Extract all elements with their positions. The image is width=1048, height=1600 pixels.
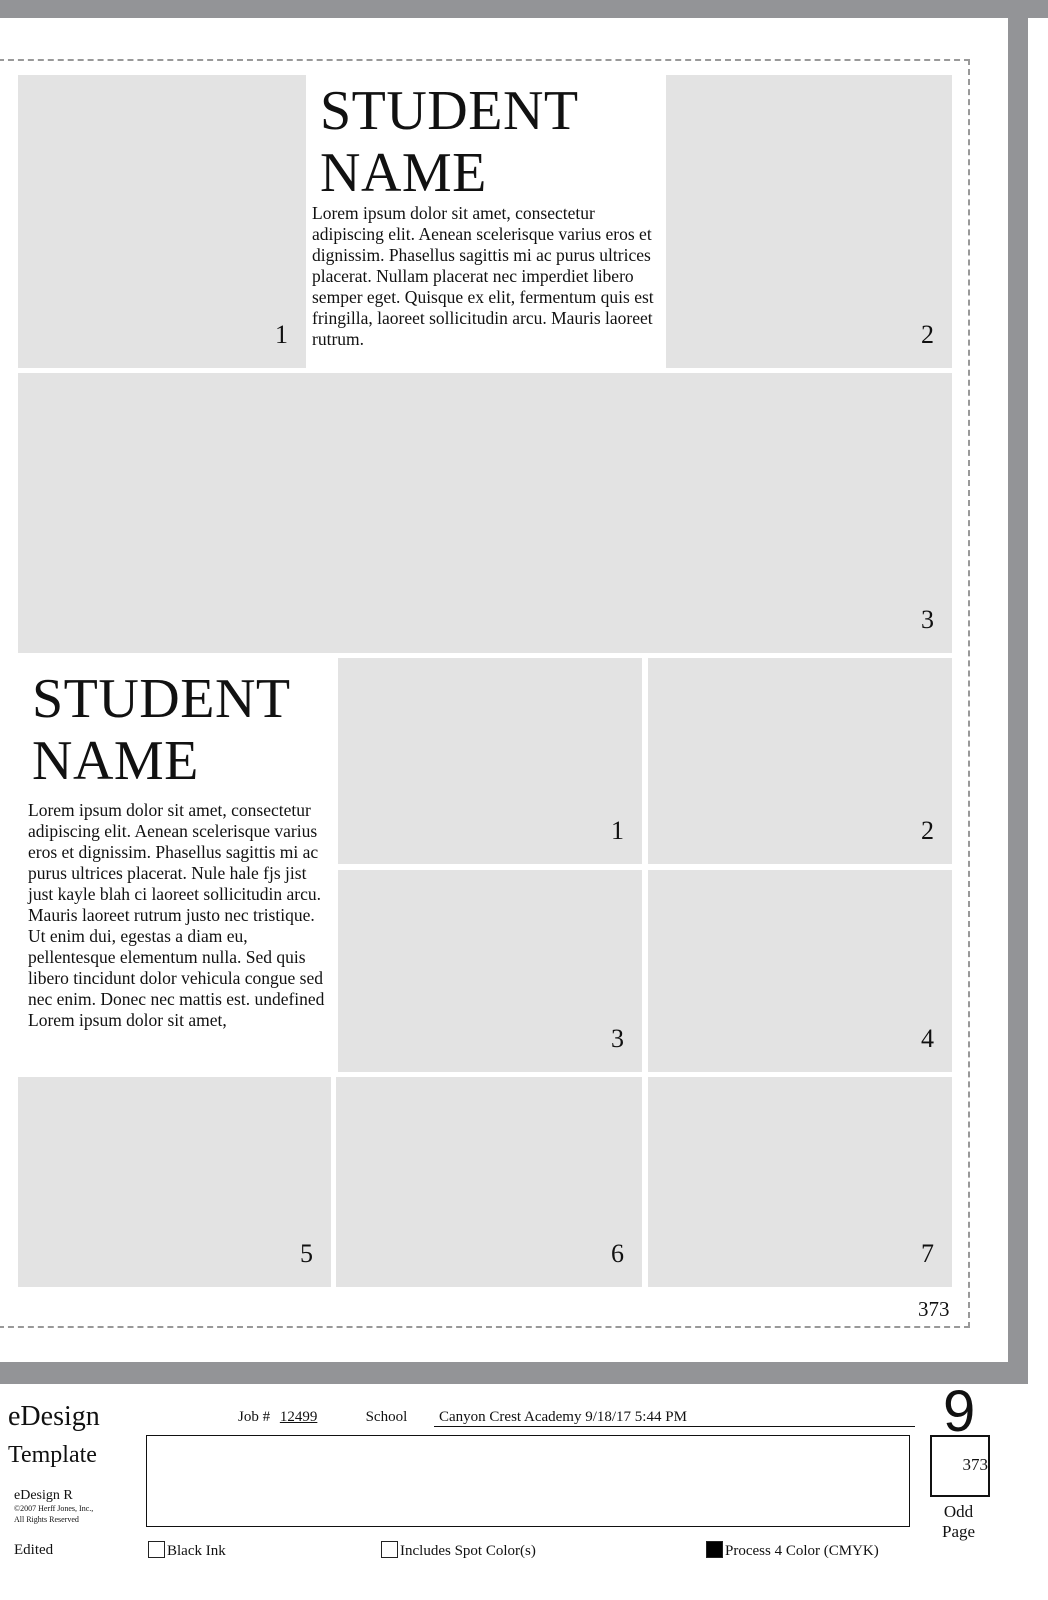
- photo-placeholder[interactable]: [648, 658, 952, 864]
- page-number-box: [930, 1435, 990, 1497]
- option-label: Black Ink: [167, 1543, 226, 1559]
- checkbox-checked[interactable]: [706, 1541, 723, 1558]
- page-side: [942, 1502, 975, 1542]
- brand: eDesign: [8, 1401, 100, 1432]
- option-cmyk[interactable]: [706, 1541, 879, 1560]
- photo-placeholder[interactable]: [338, 870, 642, 1072]
- photo-number: 6: [611, 1239, 624, 1268]
- photo-placeholder[interactable]: [648, 870, 952, 1072]
- rights: All Rights Reserved: [14, 1515, 79, 1524]
- option-label: Process 4 Color (CMYK): [725, 1543, 879, 1559]
- body-text[interactable]: Lorem ipsum dolor sit amet, consectetur adipiscing elit. Aenean scelerisque varius eros et dignissim. Phasellus sagittis mi ac purus ultrices placerat. Nule hale fjs jist just kayle blah ci laoreet sollicitudin arcu. Mauris laoreet rutrum justo nec tristique. Ut enim dui, egestas a diam eu, pellentesque elementum nulla. Sed quis libero tincidunt dolor vehicula congue sed nec enim. Donec nec mattis est. undefined Lorem ipsum dolor sit amet,: [28, 800, 325, 1030]
- title-line: STUDENT: [320, 80, 579, 142]
- photo-number: 3: [921, 605, 934, 634]
- photo-placeholder[interactable]: [18, 1077, 331, 1287]
- title-line: STUDENT: [32, 668, 291, 730]
- edited-label: Edited: [14, 1542, 54, 1558]
- side-line: Odd: [943, 1502, 974, 1521]
- photo-number: 5: [300, 1239, 313, 1268]
- photo-number: 3: [611, 1024, 624, 1053]
- body-text[interactable]: Lorem ipsum dolor sit amet, consectetur adipiscing elit. Aenean scelerisque varius eros et dignissim. Phasellus sagittis mi ac purus ultrices placerat. Nullam placerat nec imperdiet libero semper eget. Quisque ex elit, fermentum quis est fringilla, laoreet sollicitudin arcu. Mauris laoreet rutrum.: [312, 203, 654, 349]
- job-label: Job #: [238, 1409, 271, 1425]
- student-name-heading: [32, 668, 291, 792]
- title-line: NAME: [32, 730, 199, 792]
- right-bar: [1008, 0, 1028, 1384]
- footer-page-number: 373: [962, 1455, 988, 1474]
- school-value[interactable]: Canyon Crest Academy 9/18/17 5:44 PM: [434, 1409, 915, 1427]
- photo-number: 1: [611, 816, 624, 845]
- notes-box[interactable]: [146, 1435, 910, 1527]
- checkbox[interactable]: [148, 1541, 165, 1558]
- version: eDesign R: [14, 1488, 73, 1503]
- photo-number: 4: [921, 1024, 934, 1053]
- signature-number: 9: [943, 1379, 976, 1444]
- page-separator: [0, 1362, 1028, 1384]
- school-label: School: [365, 1409, 408, 1425]
- side-line: Page: [942, 1522, 976, 1541]
- photo-placeholder[interactable]: [336, 1077, 642, 1287]
- photo-number: 2: [921, 320, 934, 349]
- option-spot-color[interactable]: [381, 1541, 536, 1560]
- option-label: Includes Spot Color(s): [400, 1543, 536, 1559]
- photo-placeholder[interactable]: [18, 373, 952, 653]
- photo-placeholder[interactable]: [18, 75, 306, 368]
- page-number: 373: [918, 1297, 950, 1321]
- title-line: NAME: [320, 142, 487, 204]
- option-black-ink[interactable]: [148, 1541, 226, 1560]
- photo-number: 1: [275, 320, 288, 349]
- photo-placeholder[interactable]: [338, 658, 642, 864]
- checkbox[interactable]: [381, 1541, 398, 1558]
- photo-placeholder[interactable]: [648, 1077, 952, 1287]
- photo-number: 7: [921, 1239, 934, 1268]
- job-number[interactable]: 12499: [279, 1409, 318, 1425]
- photo-number: 2: [921, 816, 934, 845]
- template-label: Template: [8, 1442, 97, 1468]
- student-name-heading: [320, 80, 579, 204]
- job-field: [238, 1409, 407, 1426]
- copyright: ©2007 Herff Jones, Inc.,: [14, 1504, 94, 1513]
- photo-placeholder[interactable]: [666, 75, 952, 368]
- top-bar: [0, 0, 1048, 18]
